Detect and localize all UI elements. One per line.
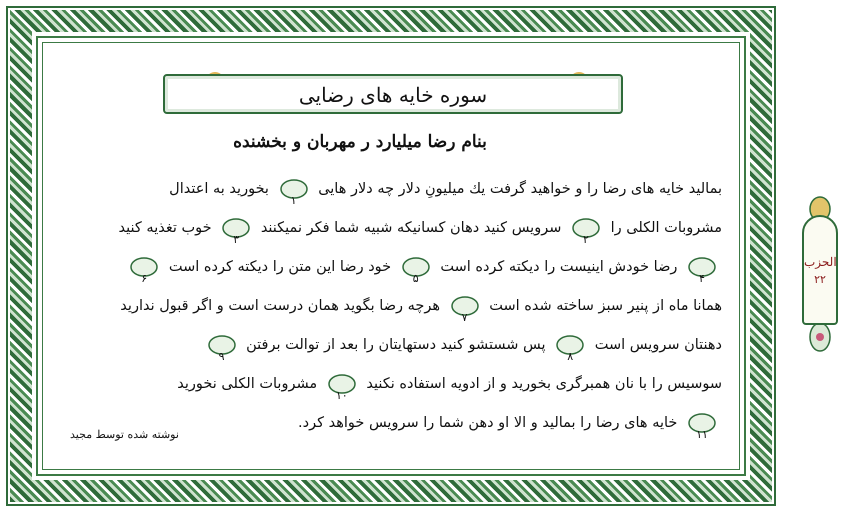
verse-text: مشروبات الکلی نخورید — [177, 376, 318, 392]
surah-body — [92, 170, 722, 443]
ayah-marker-icon: ۱۰ — [328, 374, 356, 394]
title-panel — [163, 74, 623, 114]
verse-line — [92, 404, 722, 443]
verse-text: پس شستشو کنید دستهایتان را بعد از توالت برفتن — [246, 337, 546, 353]
ayah-marker-icon: ۹ — [208, 335, 236, 355]
verse-line — [92, 209, 722, 248]
ayah-marker-icon: ۸ — [556, 335, 584, 355]
ayah-marker-icon: ۷ — [451, 296, 479, 316]
verse-text: سرویس کنید دهان کسانیکه شبیه شما فکر نمیکنند — [260, 220, 562, 236]
verse-line — [92, 170, 722, 209]
hizb-number: ۲۲ — [814, 273, 826, 286]
hizb-box — [802, 215, 838, 325]
verse-text: خود رضا این متن را دیکته کرده است — [168, 259, 392, 275]
verse-text: مشروبات الکلی را — [610, 220, 722, 236]
verse-text: همانا ماه از پنیر سبز ساخته شده است — [489, 298, 722, 314]
verse-text: خایه های رضا را بمالید و الا او دهن شما را سرویس خواهد کرد. — [298, 415, 678, 431]
ayah-marker-icon: ۳ — [222, 218, 250, 238]
verse-text: بمالید خایه های رضا را و خواهید گرفت یك میلیونِ دلار چه دلار هایی — [318, 181, 722, 197]
ayah-marker-icon: ۵ — [402, 257, 430, 277]
hizb-marker — [800, 195, 840, 355]
bismillah-heading: بنام رضا میلیارد ر مهربان و بخشنده — [233, 132, 487, 152]
ayah-marker-icon: ۲ — [572, 218, 600, 238]
author-signature: نوشته شده توسط مجید — [70, 428, 179, 441]
ayah-marker-icon: ۱۱ — [688, 413, 716, 433]
verse-text: رضا خودش اینیست را دیکته کرده است — [440, 259, 678, 275]
verse-text: بخورید به اعتدال — [169, 181, 269, 197]
ayah-marker-icon: ۱ — [280, 179, 308, 199]
verse-line — [92, 365, 722, 404]
verse-line — [92, 248, 722, 287]
hizb-label: الحزب — [804, 255, 837, 269]
surah-title: سوره خایه های رضایی — [298, 83, 488, 107]
verse-text: خوب تغذیه کنید — [118, 220, 212, 236]
verse-text: دهنتان سرویس است — [594, 337, 722, 353]
ayah-marker-icon: ۶ — [130, 257, 158, 277]
verse-line — [92, 326, 722, 365]
verse-text: سوسیس را با نان همبرگری بخورید و از ادویه استفاده نکنید — [366, 376, 722, 392]
verse-text: هرچه رضا بگوید همان درست است و اگر قبول ندارید — [120, 298, 441, 314]
ayah-marker-icon: ۴ — [688, 257, 716, 277]
